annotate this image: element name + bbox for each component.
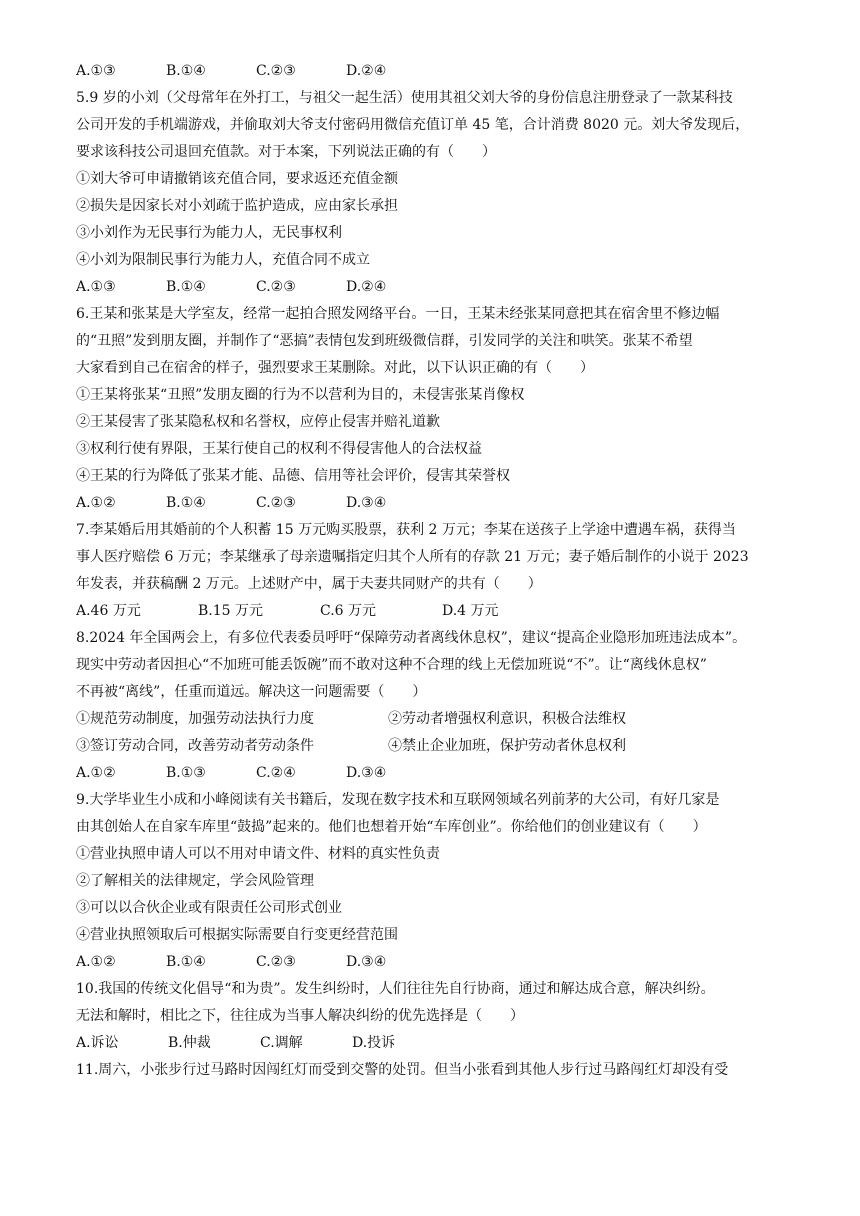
q9-option-a[interactable]: A.①② [76,954,116,970]
q11-stem-line: 11.周六，小张步行过马路时因闯红灯而受到交警的处罚。但当小张看到其他人步行过马路闯红灯却没有受 [76,1062,729,1078]
q7-stem-line: 年发表，并获稿酬 2 万元。上述财产中，属于夫妻共同财产的共有（ ） [76,576,542,592]
q8-option-a[interactable]: A.①② [76,765,116,781]
q6-statement: ③权利行使有界限，王某行使自己的权利不得侵害他人的合法权益 [76,441,482,457]
q10-option-d[interactable]: D.投诉 [352,1035,396,1051]
q5-option-b[interactable]: B.①④ [166,279,206,295]
q6-option-c[interactable]: C.②③ [256,495,296,511]
question-11 [76,1057,788,1084]
q6-stem-line: 6.王某和张某是大学室友，经常一起拍合照发网络平台。一日，王某未经张某同意把其在宿舍里不修边幅 [76,306,720,322]
q10-option-a[interactable]: A.诉讼 [76,1035,119,1051]
q8-statement: ④禁止企业加班，保护劳动者休息权利 [388,738,626,754]
question-7 [76,517,788,625]
question-10 [76,976,788,1057]
q5-stem-line: 要求该科技公司退回充值款。对于本案，下列说法正确的有（ ） [76,144,496,160]
q9-statement: ③可以以合伙企业或有限责任公司形式创业 [76,900,342,916]
q5-option-c[interactable]: C.②③ [256,279,296,295]
q7-option-d[interactable]: D.4 万元 [442,603,499,619]
q5-options [76,274,788,301]
q9-statement: ④营业执照领取后可根据实际需要自行变更经营范围 [76,927,398,943]
q9-statement: ②了解相关的法律规定，学会风险管理 [76,873,314,889]
question-8 [76,625,788,787]
q7-options [76,598,788,625]
q7-stem-line: 7.李某婚后用其婚前的个人积蓄 15 万元购买股票，获利 2 万元；李某在送孩子上学途中遭遇车祸，获得当 [76,522,736,538]
q9-option-b[interactable]: B.①④ [166,954,206,970]
q7-option-c[interactable]: C.6 万元 [320,603,377,619]
q10-stem-line: 10.我国的传统文化倡导“和为贵”。发生纠纷时，人们往往先自行协商，通过和解达成合意，解决纠纷。 [76,981,715,997]
q6-option-b[interactable]: B.①④ [166,495,206,511]
q8-statement: ①规范劳动制度，加强劳动法执行力度 [76,711,314,727]
q8-statement-row [76,733,788,760]
q8-option-c[interactable]: C.②④ [256,765,296,781]
q8-options [76,760,788,787]
q9-option-c[interactable]: C.②③ [256,954,296,970]
q9-stem-line: 9.大学毕业生小成和小峰阅读有关书籍后，发现在数字技术和互联网领域名列前茅的大公司，有好几家是 [76,792,720,808]
q4-option-c[interactable]: C.②③ [256,63,296,79]
q7-option-a[interactable]: A.46 万元 [76,603,141,619]
exam-page [76,58,788,1084]
q5-statement: ①刘大爷可申请撤销该充值合同，要求返还充值金额 [76,171,398,187]
q4-options [76,58,788,85]
q5-option-d[interactable]: D.②④ [346,279,387,295]
q8-option-b[interactable]: B.①③ [166,765,206,781]
q8-statement: ③签订劳动合同，改善劳动者劳动条件 [76,738,314,754]
q5-statement: ③小刘作为无民事行为能力人，无民事权利 [76,225,342,241]
q8-stem-line: 不再被“离线”，任重而道远。解决这一问题需要（ ） [76,684,427,700]
q7-stem-line: 事人医疗赔偿 6 万元；李某继承了母亲遗嘱指定归其个人所有的存款 21 万元；妻子婚后制作的小说于 2023 [76,549,749,565]
q4-option-a[interactable]: A.①③ [76,63,116,79]
question-9 [76,787,788,976]
question-6 [76,301,788,517]
q9-option-d[interactable]: D.③④ [346,954,387,970]
q6-statement: ④王某的行为降低了张某才能、品德、信用等社会评价，侵害其荣誉权 [76,468,510,484]
q6-statement: ②王某侵害了张某隐私权和名誉权，应停止侵害并赔礼道歉 [76,414,440,430]
q5-option-a[interactable]: A.①③ [76,279,116,295]
q9-stem-line: 由其创始人在自家车库里“鼓捣”起来的。他们也想着开始“车库创业”。你给他们的创业建议有（ ） [76,819,707,835]
q8-option-d[interactable]: D.③④ [346,765,387,781]
q6-options [76,490,788,517]
q5-stem-line: 5.9 岁的小刘（父母常年在外打工，与祖父一起生活）使用其祖父刘大爷的身份信息注册登录了一款某科技 [76,90,733,106]
q10-options [76,1030,788,1057]
q8-statement-row [76,706,788,733]
q6-option-a[interactable]: A.①② [76,495,116,511]
q8-stem-line: 8.2024 年全国两会上，有多位代表委员呼吁“保障劳动者离线休息权”，建议“提高企业隐形加班违法成本”。 [76,630,747,646]
question-5 [76,85,788,301]
q10-option-b[interactable]: B.仲裁 [168,1035,211,1051]
q4-option-b[interactable]: B.①④ [166,63,206,79]
q5-statement: ②损失是因家长对小刘疏于监护造成，应由家长承担 [76,198,398,214]
q7-option-b[interactable]: B.15 万元 [198,603,264,619]
q8-stem-line: 现实中劳动者因担心“不加班可能丢饭碗”而不敢对这种不合理的线上无偿加班说“不”。让“离线休息权” [76,657,707,673]
q5-statement: ④小刘为限制民事行为能力人，充值合同不成立 [76,252,370,268]
q6-stem-line: 大家看到自己在宿舍的样子，强烈要求王某删除。对此，以下认识正确的有（ ） [76,360,594,376]
q10-stem-line: 无法和解时，相比之下，往往成为当事人解决纠纷的优先选择是（ ） [76,1008,524,1024]
q9-statement: ①营业执照申请人可以不用对申请文件、材料的真实性负责 [76,846,440,862]
q10-option-c[interactable]: C.调解 [260,1035,303,1051]
q6-statement: ①王某将张某“丑照”发朋友圈的行为不以营利为目的，未侵害张某肖像权 [76,387,525,403]
q5-stem-line: 公司开发的手机端游戏，并偷取刘大爷支付密码用微信充值订单 45 笔，合计消费 8020 元。刘大爷发现后， [76,117,750,133]
q6-option-d[interactable]: D.③④ [346,495,387,511]
q8-statement: ②劳动者增强权利意识，积极合法维权 [388,711,626,727]
q4-option-d[interactable]: D.②④ [346,63,387,79]
q9-options [76,949,788,976]
q6-stem-line: 的“丑照”发到朋友圈，并制作了“恶搞”表情包发到班级微信群，引发同学的关注和哄笑。张某不希望 [76,333,693,349]
